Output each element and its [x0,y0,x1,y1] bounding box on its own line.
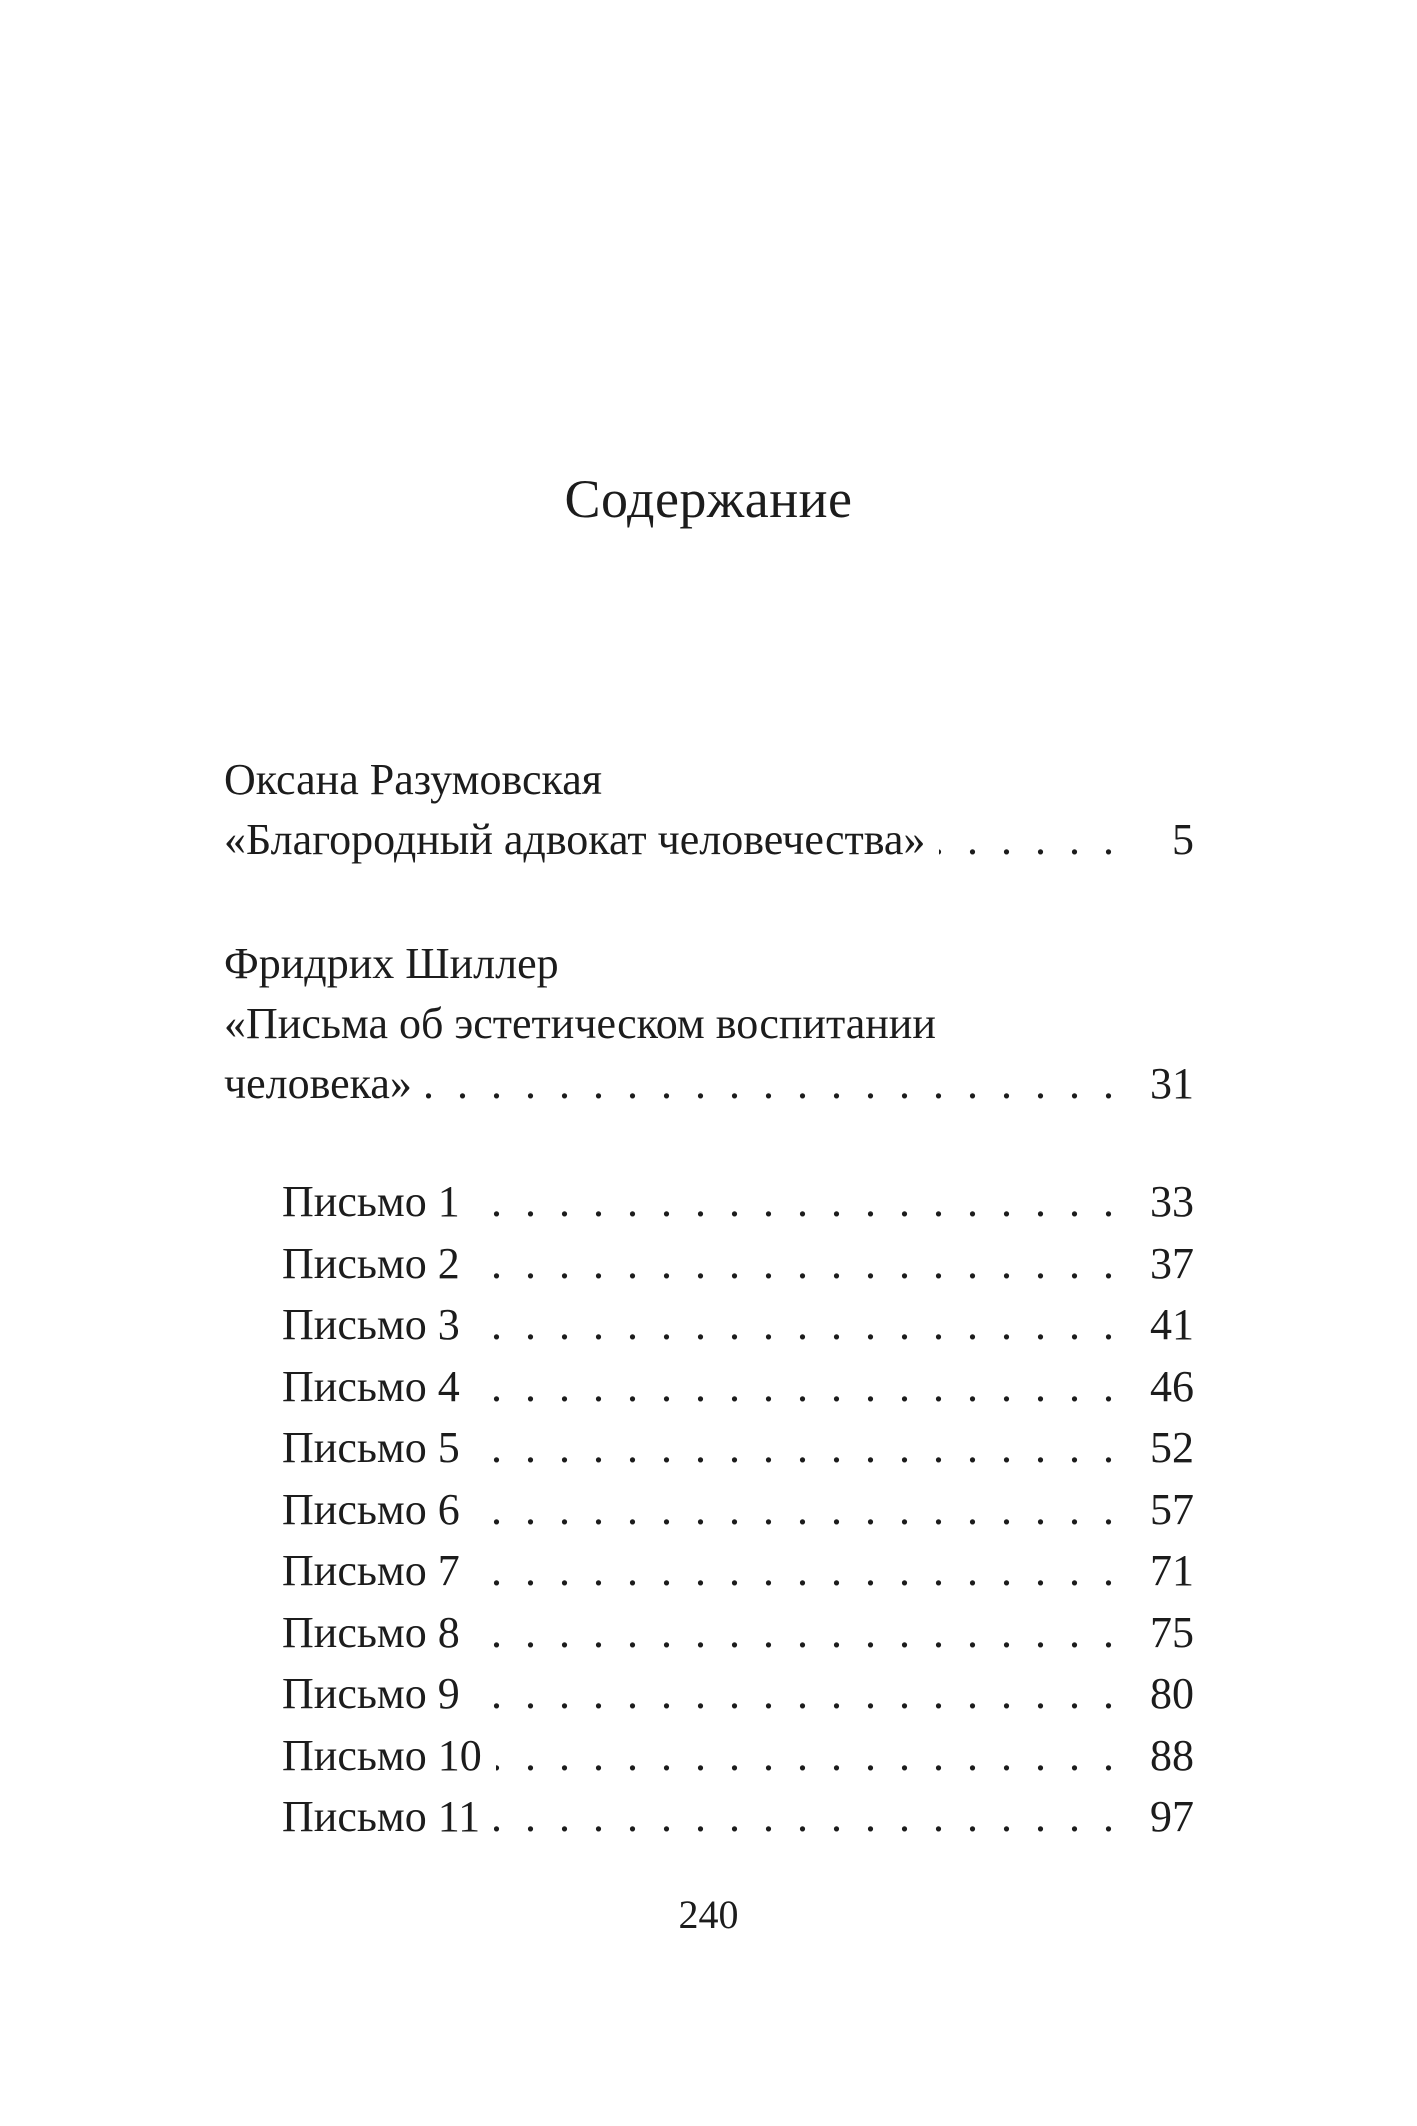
toc-page-number: 71 [1150,1546,1194,1595]
toc-page-number: 37 [1150,1238,1194,1288]
toc-section-schiller [224,934,1194,1114]
toc-entry[interactable] [224,810,1194,870]
toc-letter-label: Письмо 1 [282,1177,460,1226]
toc-letter-entry[interactable] [282,1172,1194,1234]
dot-leader [474,1234,1120,1294]
toc-page-number: 52 [1150,1423,1194,1472]
toc-letter-label: Письмо 5 [282,1423,460,1472]
toc-page-number: 75 [1150,1607,1194,1657]
dot-leader [474,1664,1120,1724]
toc-letter-entry[interactable] [282,1295,1194,1357]
dot-leader [474,1603,1120,1663]
toc-letter-label: Письмо 9 [282,1669,460,1718]
toc-letter-entry[interactable] [282,1541,1194,1603]
toc-letter-label: Письмо 8 [282,1607,460,1657]
dot-leader [474,1295,1120,1355]
toc-letter-entry[interactable] [282,1480,1194,1542]
dot-leader [474,1357,1120,1417]
toc-page-number: 80 [1150,1669,1194,1718]
table-of-contents [224,750,1194,1849]
toc-letter-label: Письмо 2 [282,1238,460,1288]
toc-page-number: 88 [1150,1730,1194,1780]
toc-letter-label: Письмо 7 [282,1546,460,1595]
section-spacer [224,870,1194,934]
toc-page-number: 46 [1150,1361,1194,1411]
toc-page-number: 31 [1150,1059,1194,1108]
toc-letter-label: Письмо 11 [282,1792,481,1841]
dot-leader [474,1172,1120,1232]
toc-letter-entry[interactable] [282,1357,1194,1419]
dot-leader [474,1541,1120,1601]
dot-leader [426,1054,1120,1114]
toc-letter-entry[interactable] [282,1664,1194,1726]
toc-entry-title: «Благородный адвокат человечества» [224,815,926,864]
toc-letter-entry[interactable] [282,1726,1194,1788]
dot-leader [494,1787,1120,1847]
toc-letter-entry[interactable] [282,1787,1194,1849]
page-title: Содержание [564,469,853,529]
toc-page-number: 5 [1172,815,1194,864]
toc-entry-title: человека» [224,1059,412,1108]
toc-author: Фридрих Шиллер [224,939,559,988]
section-spacer [224,1114,1194,1172]
toc-letter-entry[interactable] [282,1603,1194,1665]
toc-letters-list [224,1172,1194,1849]
toc-letter-label: Письмо 10 [282,1730,482,1780]
toc-letter-label: Письмо 4 [282,1361,460,1411]
dot-leader [939,810,1120,870]
toc-page-number: 57 [1150,1484,1194,1534]
dot-leader [474,1480,1120,1540]
toc-page-number: 33 [1150,1177,1194,1226]
toc-author: Оксана Разумовская [224,755,602,804]
toc-entry-title-line: «Письма об эстетическом воспитании [224,999,936,1048]
toc-page-number: 97 [1150,1792,1194,1841]
toc-letter-label: Письмо 6 [282,1484,460,1534]
toc-letter-entry[interactable] [282,1418,1194,1480]
dot-leader [474,1418,1120,1478]
toc-section-razumovskaya [224,750,1194,870]
dot-leader [496,1726,1120,1786]
toc-entry[interactable] [224,1054,1194,1114]
toc-letter-entry[interactable] [282,1234,1194,1296]
toc-letter-label: Письмо 3 [282,1300,460,1349]
page-number-footer: 240 [678,1892,739,1937]
toc-page-number: 41 [1150,1300,1194,1349]
